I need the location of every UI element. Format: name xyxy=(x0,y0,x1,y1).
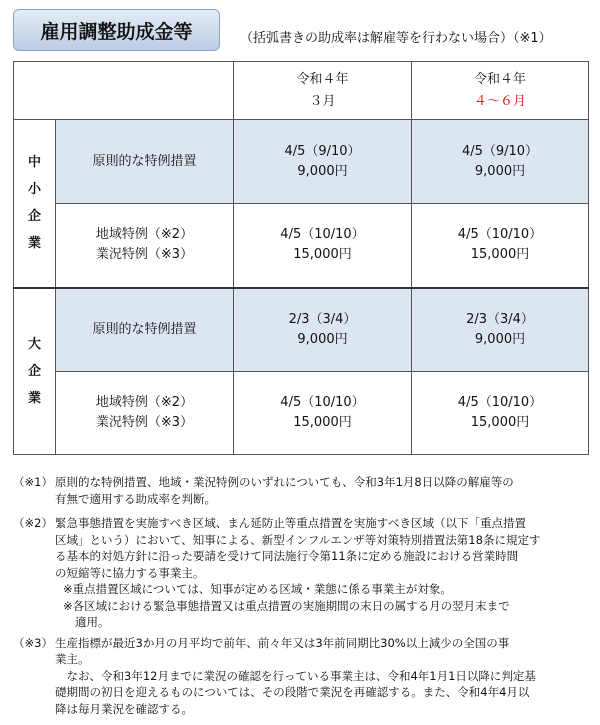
footnote-line: 生産指標が最近3か月の月平均で前年、前々年又は3年前同期比30%以上減少の全国の事 xyxy=(55,635,510,650)
footnote-line: 有無で適用する助成率を判断。 xyxy=(55,491,216,506)
footnote-line: 区域」という）において、知事による、新型インフルエンザ等対策特別措置法第18条に規定す xyxy=(55,532,541,547)
footnote-3 xyxy=(13,635,593,718)
footnote-line: る基本的対処方針に沿った要請を受けて同法施行令第11条に定める施設における営業時間 xyxy=(55,549,519,563)
category-char: 企 xyxy=(27,363,41,379)
category-char: 大 xyxy=(27,336,41,352)
column-header-period: ４～６月 xyxy=(473,93,526,109)
rate-value: 2/3（3/4） xyxy=(466,311,534,327)
rate-value: 4/5（10/10） xyxy=(457,227,543,243)
footnote-subnote: ※重点措置区域については、知事が定める区域・業態に係る事業主が対象。 xyxy=(63,582,452,596)
rate-value: 4/5（9/10） xyxy=(461,143,539,159)
category-char: 企 xyxy=(27,209,41,225)
rate-cell xyxy=(234,120,412,204)
page-title: 雇用調整助成金等 xyxy=(13,9,220,51)
row-label-line: 地域特例（※2） xyxy=(95,227,194,243)
table-row xyxy=(14,120,589,204)
table-row xyxy=(14,204,589,288)
rate-cell xyxy=(234,288,412,372)
rate-value: 4/5（9/10） xyxy=(284,143,361,159)
rate-value: 4/5（10/10） xyxy=(457,395,543,410)
footnote-line: 緊急事態措置を実施すべき区域、まん延防止等重点措置を実施すべき区域（以下「重点措置 xyxy=(55,516,527,530)
row-label-line: 原則的な特例措置 xyxy=(92,321,197,337)
footnote-1 xyxy=(13,474,593,507)
footnote-line: 礎期間の初日を迎えるものについては、その段階で業況を再確認する。また、令和4年4月以 xyxy=(55,685,530,699)
rate-note-subtitle: （括弧書きの助成率は解雇等を行わない場合）（※1） xyxy=(240,31,552,46)
daily-cap-value: 9,000円 xyxy=(474,163,526,179)
row-label xyxy=(56,120,234,204)
category-char: 業 xyxy=(27,390,41,406)
column-header-year: 令和４年 xyxy=(296,71,349,87)
rate-cell xyxy=(412,372,589,455)
subsidy-rate-table xyxy=(13,61,589,455)
footnote-line: 業主。 xyxy=(55,652,90,666)
footnote-line: 降は毎月業況を確認する。 xyxy=(55,701,193,716)
rate-value: 2/3（3/4） xyxy=(288,311,357,327)
column-header-march xyxy=(234,62,412,120)
footnote-subnote-cont: 適用。 xyxy=(75,615,110,629)
footnote-mark: （※1） xyxy=(13,475,53,489)
category-char: 中 xyxy=(27,155,41,171)
rate-cell xyxy=(412,120,589,204)
header-blank-cell xyxy=(14,62,234,120)
column-header-year: 令和４年 xyxy=(473,71,526,87)
row-label-line: 地域特例（※2） xyxy=(95,395,194,410)
footnote-line: なお、令和3年12月までに業況の確認を行っている事業主は、令和4年1月1日以降に判定基 xyxy=(55,668,536,683)
row-label-line: 原則的な特例措置 xyxy=(92,153,197,169)
column-header-period: ３月 xyxy=(309,93,336,109)
row-label xyxy=(56,204,234,288)
row-label-line: 業況特例（※3） xyxy=(95,415,194,430)
footnote-line: の短縮等に協力する事業主。 xyxy=(55,565,205,580)
category-large-enterprise xyxy=(14,288,56,455)
rate-cell xyxy=(234,204,412,288)
footnote-2 xyxy=(13,515,593,631)
footnote-line: 原則的な特例措置、地域・業況特例のいずれについても、令和3年1月8日以降の解雇等の xyxy=(55,475,514,489)
daily-cap-value: 15,000円 xyxy=(293,247,352,263)
table-header-row xyxy=(14,62,589,120)
rate-cell xyxy=(412,288,589,372)
daily-cap-value: 9,000円 xyxy=(297,163,348,179)
daily-cap-value: 9,000円 xyxy=(474,331,526,347)
category-char: 小 xyxy=(27,182,41,198)
row-label xyxy=(56,372,234,455)
footnote-mark: （※3） xyxy=(13,635,53,650)
daily-cap-value: 15,000円 xyxy=(470,415,530,430)
rate-cell xyxy=(234,372,412,455)
footnote-subnote: ※各区域における緊急事態措置又は重点措置の実施期間の末日の属する月の翌月末まで xyxy=(63,598,510,613)
daily-cap-value: 15,000円 xyxy=(470,247,530,263)
table-row xyxy=(14,288,589,372)
row-label xyxy=(56,288,234,372)
daily-cap-value: 9,000円 xyxy=(297,331,348,347)
column-header-apr-jun xyxy=(412,62,589,120)
table-row xyxy=(14,372,589,455)
daily-cap-value: 15,000円 xyxy=(293,415,352,430)
rate-cell xyxy=(412,204,589,288)
category-char: 業 xyxy=(27,236,41,252)
footnotes xyxy=(13,474,593,717)
footnote-mark: （※2） xyxy=(13,516,53,530)
rate-value: 4/5（10/10） xyxy=(280,395,365,410)
row-label-line: 業況特例（※3） xyxy=(95,247,194,263)
rate-value: 4/5（10/10） xyxy=(280,227,365,243)
category-sme xyxy=(14,120,56,288)
